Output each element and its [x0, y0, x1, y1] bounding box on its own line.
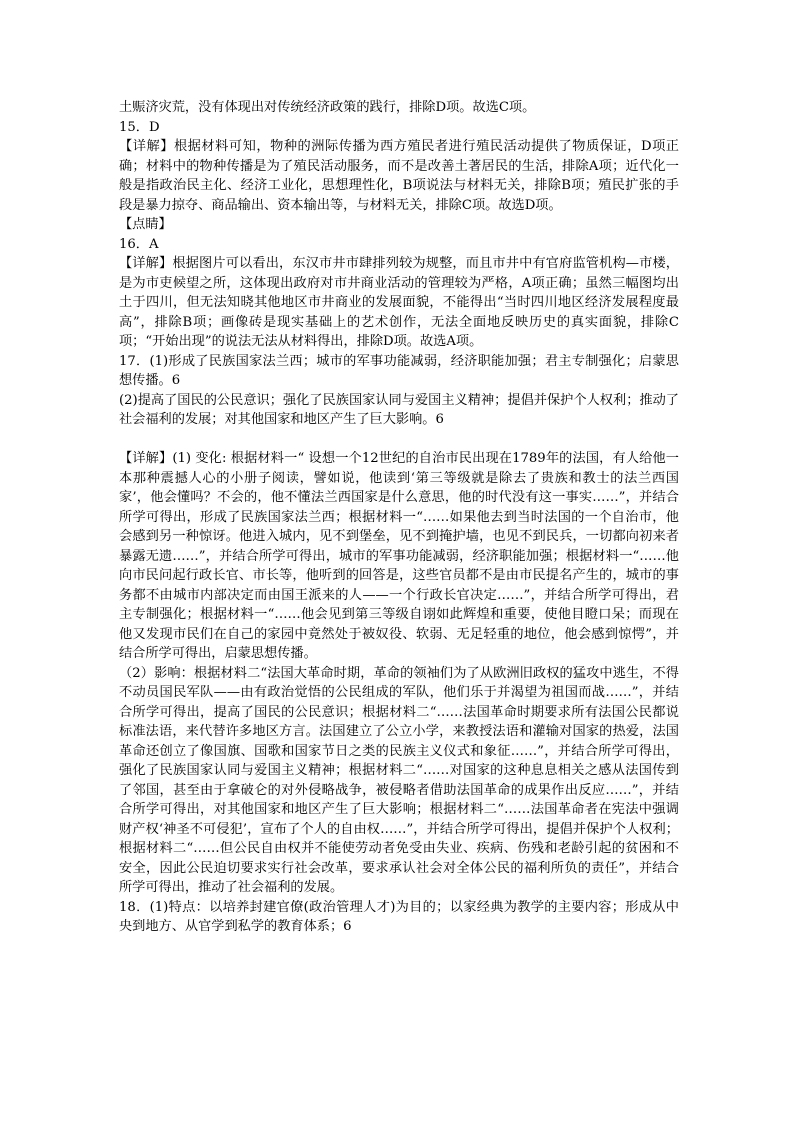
explanation-q17-part2: （2）影响：根据材料二“法国大革命时期，革命的领袖们为了从欧洲旧政权的猛攻中逃生，不得不动员国民军队——由有政治觉悟的公民组成的军队，他们乐于并渴望为祖国而战……”，并结合所学可得出，提高了国民的公民意识；根据材料二“……法国革命时期要求所有法国公民都说标准法语，来代替许多地区方言。法国建立了公立小学，来教授法语和灌输对国家的热爱，法国革命还创立了像国旗、国歌和国家节日之类的民族主义仪式和象征……”，并结合所学可得出，强化了民族国家认同与爱国主义精神；根据材料二“……对国家的这种息息相关之感从法国传到了邻国，甚至由于拿破仑的对外侵略战争，被侵略者借助法国革命的成果作出反应……”，并结合所学可得出，对其他国家和地区产生了巨大影响；根据材料二“……法国革命者在宪法中强调财产权‘神圣不可侵犯’，宣布了个人的自由权……”，并结合所学可得出，提倡并保护个人权利；根据材料二“……但公民自由权并不能使劳动者免受由失业、疾病、伤残和老龄引起的贫困和不安全，因此公民迫切要求实行社会改革，要求承认社会对全体公民的福利所负的责任”，并结合所学可得出，推动了社会福利的发展。 [119, 665, 679, 895]
note-heading-q15: 【点睛】 [119, 217, 172, 232]
answer-document [119, 98, 679, 937]
explanation-q17-part1: 【详解】(1) 变化: 根据材料一“ 设想一个12世纪的自治市民出现在1789年的法国，有人给他一本那种震撼人心的小册子阅读，譬如说，他读到‘第三等级就是除去了贵族和教士的法兰西国家’，他会懂吗？不会的，他不懂法兰西国家是什么意思，他的时代没有这一事实……”，并结合所学可得出，形成了民族国家法兰西；根据材料一“……如果他去到当时法国的一个自治市，他会感到另一种惊讶。他进入城内，见不到堡垒，见不到掩护墙，也见不到民兵，一切都向初来者暴露无遗……”，并结合所学可得出，城市的军事功能减弱，经济职能加强；根据材料一“……他向市民问起行政长官、市长等，他听到的回答是，这些官员都不是由市民提名产生的，城市的事务都不由城市内部决定而由国王派来的人——一个行政长官决定……”，并结合所学可得出，君主专制强化；根据材料一“……他会见到第三等级自诩如此辉煌和重要，使他目瞪口呆；而现在他又发现市民们在自己的家园中竟然处于被奴役、软弱、无足轻重的地位，他会感到惊愕”，并结合所学可得出，启蒙思想传播。 [119, 451, 679, 661]
answer-q18-part1: 18．(1)特点：以培养封建官僚(政治管理人才)为目的；以家经典为教学的主要内容；形成从中央到地方、从官学到私学的教育体系；6 [119, 899, 679, 934]
answer-q17-part1: 17．(1)形成了民族国家法兰西；城市的军事功能减弱，经济职能加强；君主专制强化；启蒙思想传播。6 [119, 353, 679, 388]
explanation-q16: 【详解】根据图片可以看出，东汉市井市肆排列较为规整，而且市井中有官府监管机构—市楼，是为市吏候望之所，这体现出政府对市井商业活动的管理较为严格，A项正确；虽然三幅图均出土于四川，但无法知晓其他地区市井商业的发展面貌，不能得出“当时四川地区经济发展程度最高”，排除B项；画像砖是现实基础上的艺术创作，无法全面地反映历史的真实面貌，排除C项；“开始出现”的说法无法从材料得出，排除D项。故选A项。 [119, 256, 679, 349]
answer-q15: 15．D [119, 119, 160, 135]
answer-q17-part2: (2)提高了国民的公民意识；强化了民族国家认同与爱国主义精神；提倡并保护个人权利；推动了社会福利的发展；对其他国家和地区产生了巨大影响。6 [119, 392, 679, 427]
paragraph-q14-tail: 土赈济灾荒，没有体现出对传统经济政策的践行，排除D项。故选C项。 [119, 100, 536, 115]
answer-q16: 16．A [119, 236, 159, 252]
explanation-q15: 【详解】根据材料可知，物种的洲际传播为西方殖民者进行殖民活动提供了物质保证，D项正确；材料中的物种传播是为了殖民活动服务，而不是改善土著居民的生活，排除A项；近代化一般是指政治民主化、经济工业化，思想理性化，B项说法与材料无关，排除B项；殖民扩张的手段是暴力掠夺、商品输出、资本输出等，与材料无关，排除C项。故选D项。 [119, 139, 679, 213]
blank-line [119, 430, 679, 450]
